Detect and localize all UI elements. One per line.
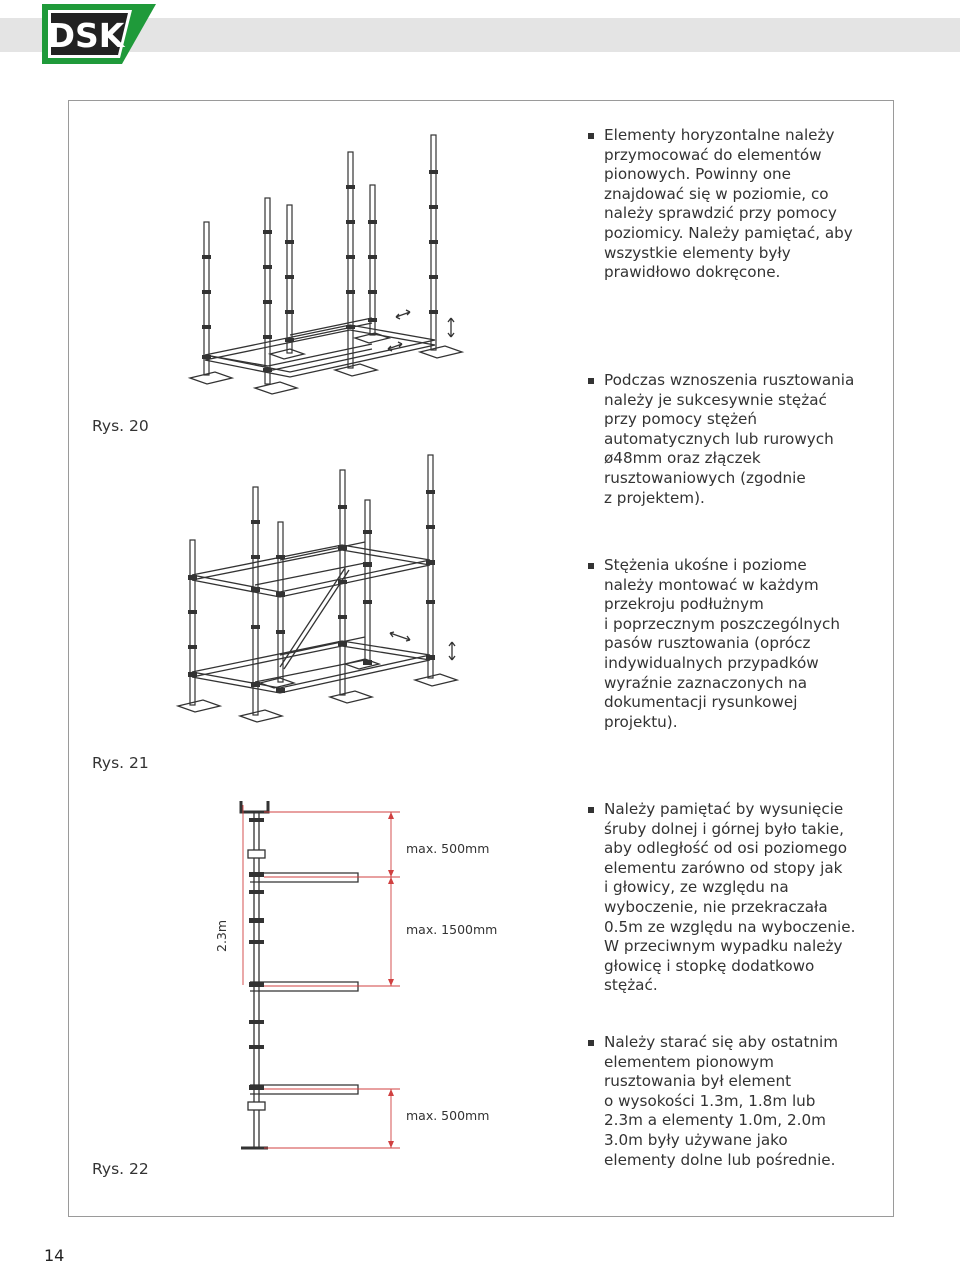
rys22-standard-drawing <box>241 801 400 1148</box>
figure-caption-rys20: Rys. 20 <box>92 417 149 435</box>
bullet-icon <box>588 1040 594 1046</box>
figure-caption-rys21: Rys. 21 <box>92 754 149 772</box>
dimension-bottom-label: max. 500mm <box>406 1108 490 1123</box>
bullet-icon <box>588 378 594 384</box>
paragraph-horizontal-elements <box>588 126 888 283</box>
bullet-icon <box>588 563 594 569</box>
paragraph-text: Elementy horyzontalne należy przymocować do elementów pionowych. Powinny one znajdować się w poziomie, co należy sprawdzić przy pomocy poziomicy. Należy pamiętać, aby wszystkie elementy były prawidłowo dokręcone. <box>604 126 853 282</box>
rys21-scaffold-drawing <box>178 455 457 722</box>
paragraph-top-element <box>588 1033 888 1170</box>
logo-text: DSK <box>47 16 125 55</box>
rys20-scaffold-drawing <box>190 135 462 394</box>
paragraph-text: Należy pamiętać by wysunięcie śruby dolnej i górnej było takie, aby odległość od osi poziomego elementu zarówno od stopy jak i głowicy, ze względu na wyboczenie, nie przekraczała 0.5m ze względu na wyboczenie. W przeciwnym wypadku należy głowicę i stopkę dodatkowo stężać. <box>604 800 856 995</box>
paragraph-jack-extension <box>588 800 888 996</box>
paragraph-text: Stężenia ukośne i poziome należy montować w każdym przekroju podłużnym i poprzecznym poszczególnych pasów rusztowania (oprócz indywidualnych przypadków wyraźnie zaznaczonych na dokumentacji rysunkowej projektu). <box>604 556 840 731</box>
bullet-icon <box>588 807 594 813</box>
page-number: 14 <box>44 1246 65 1265</box>
paragraph-bracing-during-erection <box>588 371 888 508</box>
paragraph-text: Należy starać się aby ostatnim elementem pionowym rusztowania był element o wysokości 1.3m, 1.8m lub 2.3m a elementy 1.0m, 2.0m 3.0m były używane jako elementy dolne lub pośrednie. <box>604 1033 839 1169</box>
dimension-middle-label: max. 1500mm <box>406 922 498 937</box>
paragraph-diagonal-bracing <box>588 556 888 732</box>
figure-caption-rys22: Rys. 22 <box>92 1160 149 1178</box>
dimension-height-label: 2.3m <box>214 919 229 952</box>
dimension-top-label: max. 500mm <box>406 841 490 856</box>
paragraph-text: Podczas wznoszenia rusztowania należy je sukcesywnie stężać przy pomocy stężeń automatycznych lub rurowych ø48mm oraz złączek rusztowaniowych (zgodnie z projektem). <box>604 371 855 507</box>
bullet-icon <box>588 133 594 139</box>
